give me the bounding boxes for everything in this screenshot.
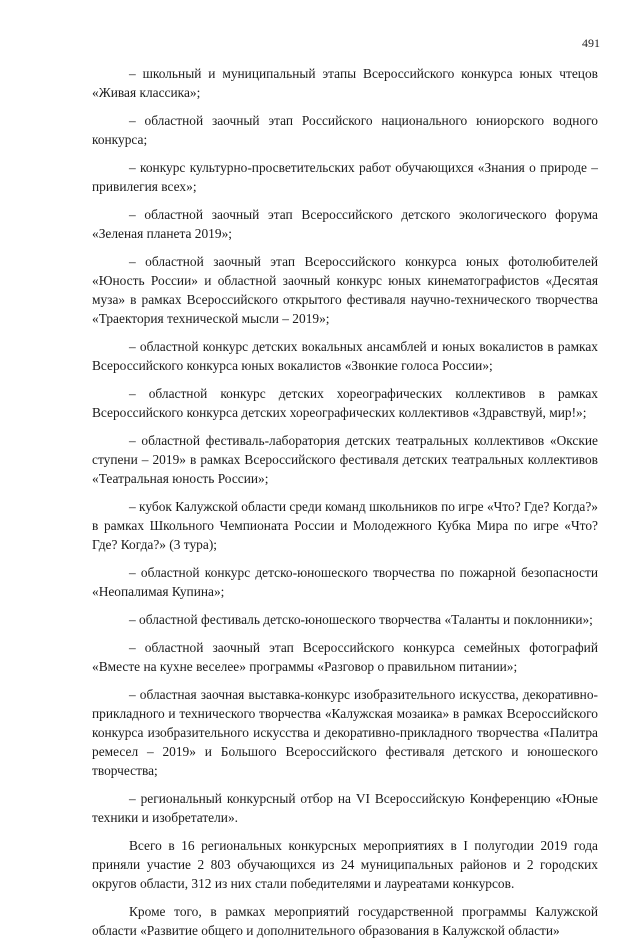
list-item-paragraph: – региональный конкурсный отбор на VI Всероссийскую Конференцию «Юные техники и изобретатели». [92, 791, 598, 825]
body-paragraph: Всего в 16 региональных конкурсных мероприятиях в I полугодии 2019 года приняли участие 2 803 обучающихся из 24 муниципальных районов и 2 городских округов области, 312 из них стали победителями и лауреатами конкурсов. [92, 838, 598, 891]
list-item-paragraph: – областной фестиваль-лаборатория детских театральных коллективов «Окские ступени – 2019» в рамках Всероссийского фестиваля детских театральных коллективов «Театральная юность России»; [92, 433, 598, 486]
list-item-paragraph: – конкурс культурно-просветительских работ обучающихся «Знания о природе – привилегия всех»; [92, 160, 598, 194]
list-item-paragraph: – областной фестиваль детско-юношеского творчества «Таланты и поклонники»; [129, 612, 593, 627]
list-item-paragraph: – кубок Калужской области среди команд школьников по игре «Что? Где? Когда?» в рамках Школьного Чемпионата России и Молодежного Кубка Мира по игре «Что? Где? Когда?» (3 тура); [92, 499, 598, 552]
list-item-paragraph: – областной конкурс детских хореографических коллективов в рамках Всероссийского конкурса детских хореографических коллективов «Здравствуй, мир!»; [92, 386, 598, 420]
list-item-paragraph: – областная заочная выставка-конкурс изобразительного искусства, декоративно-прикладного и технического творчества «Калужская мозаика» в рамках Всероссийского конкурса изобразительного искусства и декоративно-прикладного творчества «Палитра ремесел – 2019» и Большого Всероссийского фестиваля детского и юношеского творчества; [92, 687, 598, 778]
list-item-paragraph: – областной заочный этап Всероссийского конкурса юных фотолюбителей «Юность России» и областной заочный конкурс юных кинематографистов «Десятая муза» в рамках Всероссийского открытого фестиваля научно-технического творчества «Траектория технической мысли – 2019»; [92, 254, 598, 326]
list-item-paragraph: – школьный и муниципальный этапы Всероссийского конкурса юных чтецов «Живая классика»; [92, 66, 598, 100]
page-number: 491 [582, 36, 600, 50]
list-item-paragraph: – областной заочный этап Всероссийского детского экологического форума «Зеленая планета 2019»; [92, 207, 598, 241]
list-item-paragraph: – областной конкурс детско-юношеского творчества по пожарной безопасности «Неопалимая Купина»; [92, 565, 598, 599]
list-item-paragraph: – областной конкурс детских вокальных ансамблей и юных вокалистов в рамках Всероссийского конкурса юных вокалистов «Звонкие голоса России»; [92, 339, 598, 373]
document-body [92, 64, 598, 949]
list-item-paragraph: – областной заочный этап Всероссийского конкурса семейных фотографий «Вместе на кухне веселее» программы «Разговор о правильном питании»; [92, 640, 598, 674]
body-paragraph: Кроме того, в рамках мероприятий государственной программы Калужской области «Развитие общего и дополнительного образования в Калужской области» [92, 904, 598, 938]
list-item-paragraph: – областной заочный этап Российского национального юниорского водного конкурса; [92, 113, 598, 147]
